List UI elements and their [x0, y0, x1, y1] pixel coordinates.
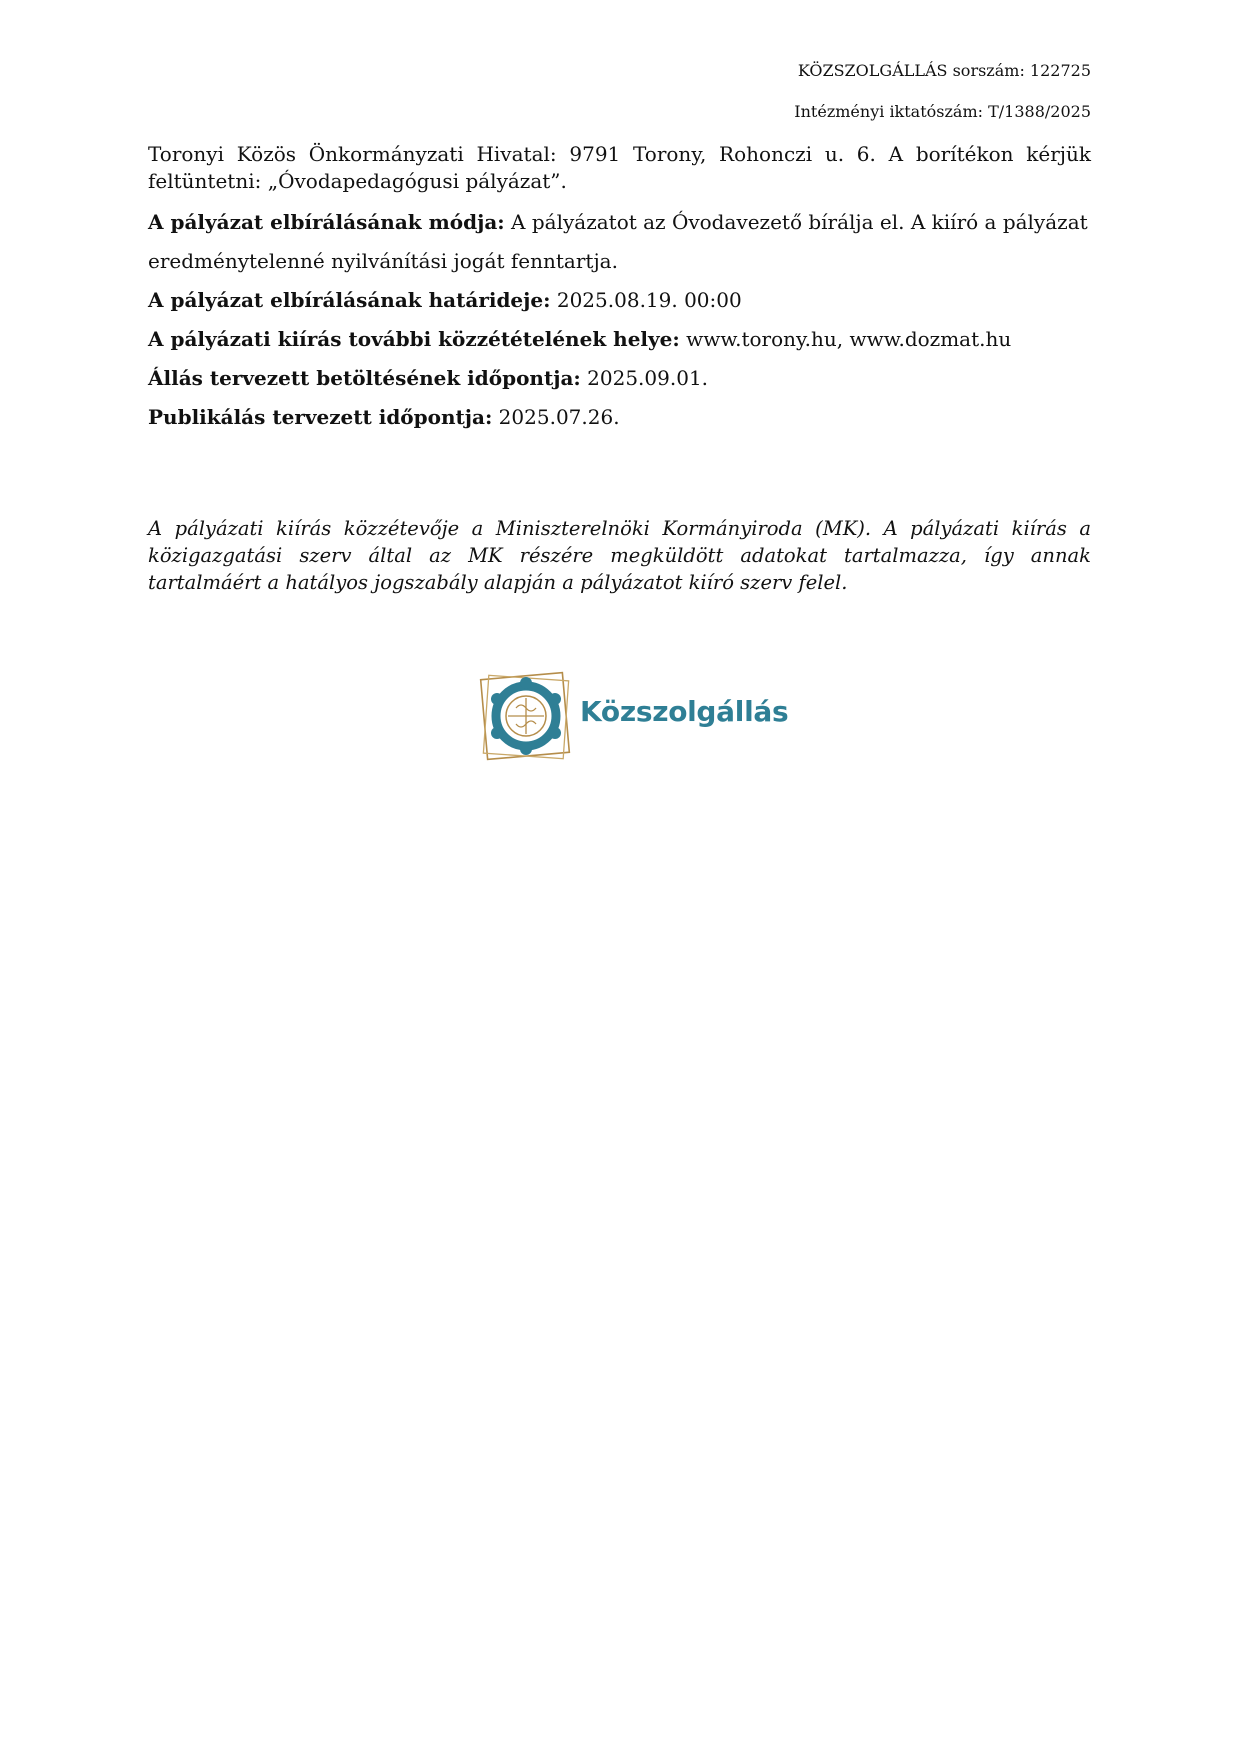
- field-value: A pályázatot az Óvodavezető bírálja el. A kiíró a pályázat eredménytelenné nyilvánítási jogát fenntartja.: [148, 210, 1088, 273]
- kozszolgallas-logo-icon: [476, 668, 576, 764]
- field-label: A pályázati kiírás további közzétételének helye:: [148, 327, 680, 351]
- field-label: Állás tervezett betöltésének időpontja:: [148, 366, 581, 390]
- field-planned-publication-date: [148, 398, 1091, 437]
- field-label: A pályázat elbírálásának határideje:: [148, 288, 551, 312]
- institution-registration-line: Intézményi iktatószám: T/1388/2025: [794, 102, 1091, 121]
- field-value: 2025.07.26.: [492, 405, 620, 429]
- field-value: www.torony.hu, www.dozmat.hu: [679, 327, 1012, 351]
- document-page: [148, 60, 1091, 616]
- field-publication-places: [148, 320, 1091, 359]
- field-value: 2025.09.01.: [580, 366, 709, 390]
- serial-number-line: KÖZSZOLGÁLLÁS sorszám: 122725: [797, 61, 1091, 80]
- field-evaluation-deadline: [148, 281, 1091, 320]
- kozszolgallas-logo: [476, 668, 789, 764]
- field-label: A pályázat elbírálásának módja:: [148, 210, 505, 234]
- field-label: Publikálás tervezett időpontja:: [148, 405, 493, 429]
- logo-wordmark: Közszolgállás: [580, 695, 789, 728]
- address-paragraph: Toronyi Közös Önkormányzati Hivatal: 9791 Torony, Rohonczi u. 6. A borítékon kérjük feltüntetni: „Óvodapedagógusi pályázat”.: [148, 142, 1091, 193]
- field-planned-start-date: [148, 359, 1091, 398]
- field-value: 2025.08.19. 00:00: [550, 288, 742, 312]
- disclaimer-paragraph: A pályázati kiírás közzétevője a Miniszterelnöki Kormányiroda (MK). A pályázati kiírás a közigazgatási szerv által az MK részére megküldött adatokat tartalmazza, így annak tartalmáért a hatályos jogszabály alapján a pályázatot kiíró szerv felel.: [148, 517, 1091, 594]
- field-evaluation-method: [148, 203, 1091, 281]
